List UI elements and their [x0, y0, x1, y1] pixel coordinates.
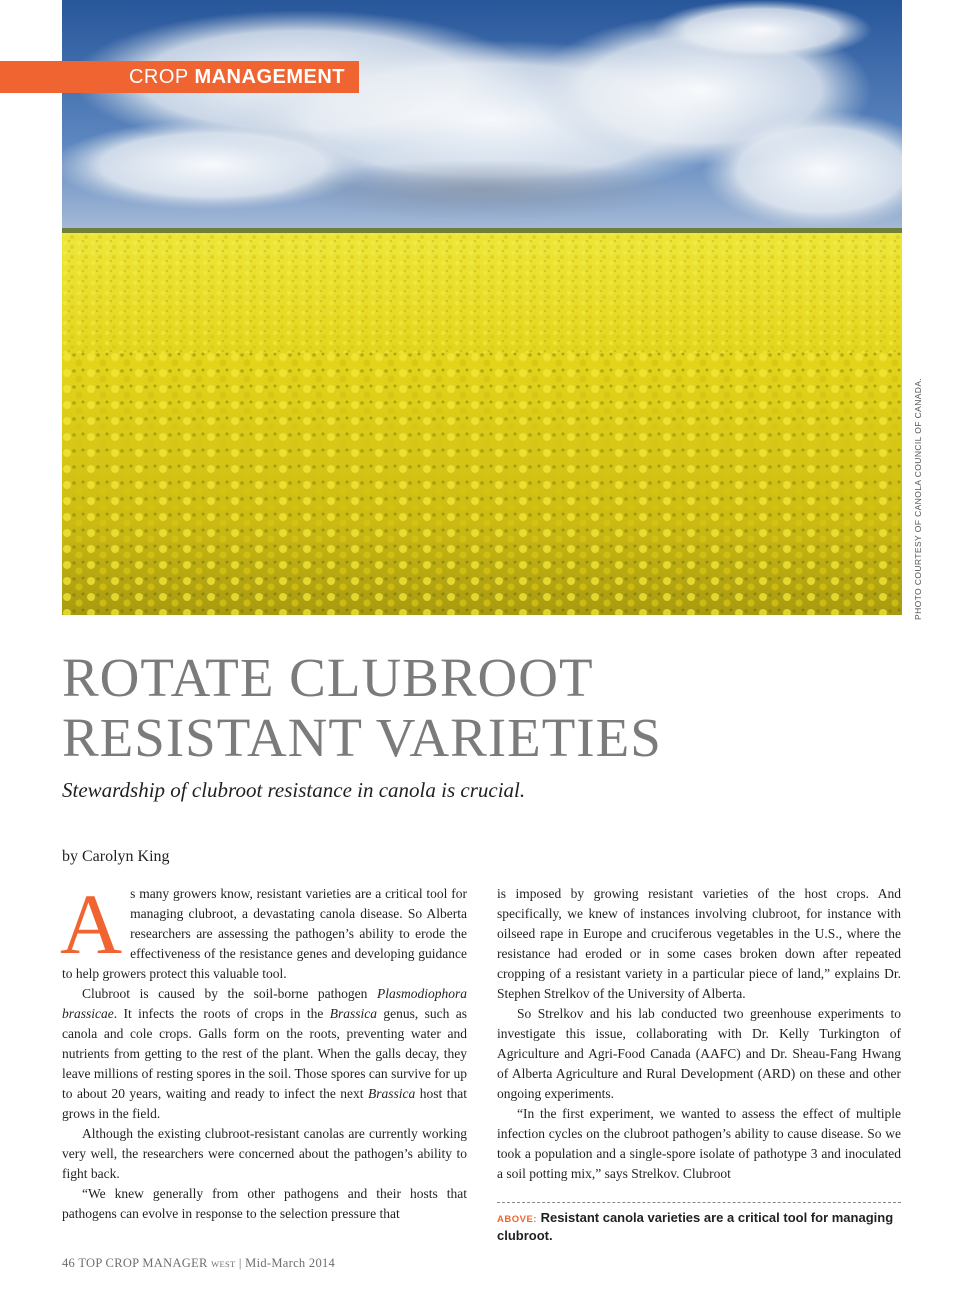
article-paragraph: is imposed by growing resistant varieties of the host crops. And specifically, we knew of instances involving clubroot, for instance with oilseed rape in Europe and cruciferous vegetables in the U.S., where the resistance had eroded or in some cases broken down after repeated cropping of a resistant variety in a particular piece of land,” explains Dr. Stephen Strelkov of the University of Alberta.: [497, 886, 901, 1001]
article-paragraph: “In the first experiment, we wanted to assess the effect of multiple infection cycles on the clubroot pathogen’s ability to cause disease. So we took a population and a single-spore isolate of pathotype 3 and inoculated a soil potting mix,” says Strelkov. Clubroot: [497, 1106, 901, 1181]
issue-date: Mid-March 2014: [245, 1256, 336, 1270]
section-tag-bold: MANAGEMENT: [194, 66, 345, 88]
headline-line-1: ROTATE CLUBROOT: [62, 647, 594, 708]
caption-text: Resistant canola varieties are a critical tool for managing clubroot.: [497, 1210, 894, 1243]
caption-divider: [497, 1202, 901, 1203]
article-paragraph: As many growers know, resistant varieties are a critical tool for managing clubroot, a devastating canola disease. So Alberta researchers are assessing the pathogen’s ability to erode the effectiveness of the resistance genes and developing guidance to help growers protect this valuable tool.: [60, 876, 467, 981]
caption-label: ABOVE:: [497, 1214, 537, 1225]
page-footer: [62, 1256, 335, 1271]
page-number: 46: [62, 1256, 76, 1270]
magazine-edition: WEST: [211, 1259, 236, 1269]
article-paragraph: So Strelkov and his lab conducted two greenhouse experiments to investigate this issue, collaborating with Dr. Kelly Turkington of Agriculture and Agri-Food Canada (AAFC) and Dr. Sheau-Fang Hwang of Alberta Agriculture and Rural Development (ARD) on these and other ongoing experiments.: [497, 1006, 901, 1101]
drop-cap: A: [60, 876, 123, 972]
deck: Stewardship of clubroot resistance in canola is crucial.: [62, 778, 526, 802]
article-column-right: [497, 884, 901, 1184]
byline: by Carolyn King: [62, 848, 170, 865]
article-column-left: [60, 876, 467, 1224]
magazine-name: TOP CROP MANAGER: [78, 1256, 208, 1270]
section-tag-light: CROP: [128, 66, 189, 88]
article-paragraph: Although the existing clubroot-resistant canolas are currently working very well, the researchers were concerned about the pathogen’s ability to fight back.: [62, 1126, 467, 1181]
headline-line-2: RESISTANT VARIETIES: [62, 707, 662, 768]
section-tag: [0, 61, 359, 93]
photo-caption: [497, 1210, 901, 1244]
article-paragraph: “We knew generally from other pathogens and their hosts that pathogens can evolve in response to the selection pressure that: [62, 1186, 467, 1221]
headline: [62, 648, 902, 768]
article-paragraph: Clubroot is caused by the soil-borne pathogen Plasmodiophora brassicae. It infects the roots of crops in the Brassica genus, such as canola and cole crops. Galls form on the roots, preventing water and nutrients from getting to the rest of the plant. When the galls decay, they leave millions of resting spores in the soil. Those spores can survive for up to about 20 years, waiting and ready to infect the next Brassica host that grows in the field.: [62, 986, 467, 1121]
photo-credit: PHOTO COURTESY OF CANOLA COUNCIL OF CANADA.: [913, 377, 923, 620]
footer-separator: |: [238, 1256, 242, 1270]
